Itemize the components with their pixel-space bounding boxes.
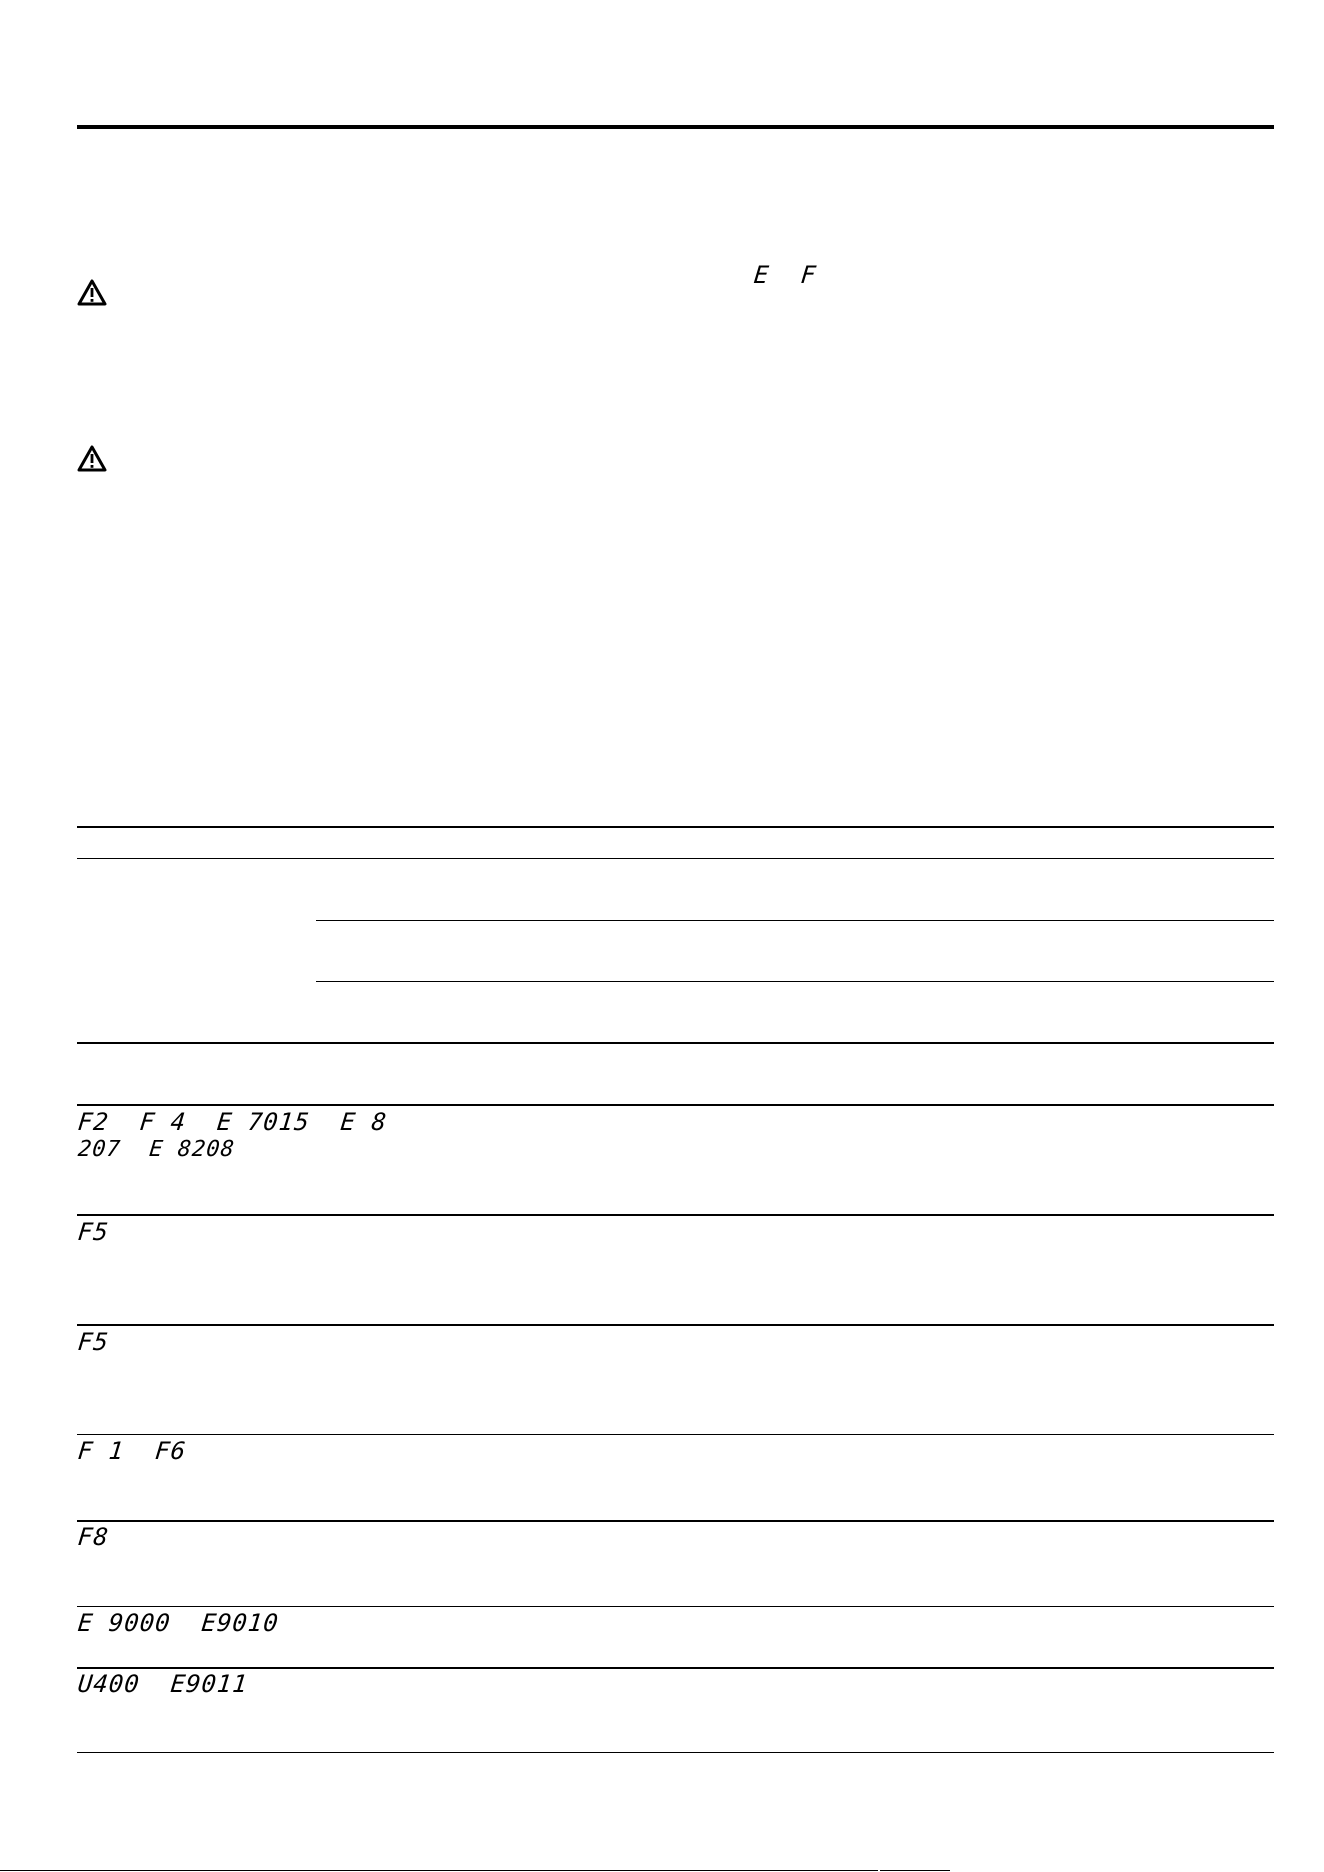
table-top-rule	[77, 826, 1274, 828]
table-row-rule	[77, 1214, 1274, 1216]
error-codes-cell: F8	[76, 1523, 111, 1551]
table-row-rule	[77, 1434, 1274, 1435]
page-edge-mark	[880, 1870, 950, 1871]
table-row-rule	[77, 1520, 1274, 1522]
table-row-rule	[77, 1324, 1274, 1326]
table-header-rule	[77, 858, 1274, 859]
error-codes-cell: F2 F 4 E 7015 E 8	[76, 1108, 389, 1136]
table-bottom-rule	[77, 1752, 1274, 1753]
display-symbol-e: E	[752, 261, 771, 289]
table-row-rule	[77, 1104, 1274, 1106]
page-edge-mark	[0, 1870, 878, 1871]
error-codes-cell: U400 E9011	[76, 1670, 250, 1698]
error-codes-cell: F5	[76, 1218, 111, 1246]
error-codes-cell: 207 E 8208	[76, 1137, 237, 1162]
table-subrow-rule	[316, 981, 1274, 982]
display-symbol-f: F	[799, 261, 818, 289]
table-row-rule	[77, 1606, 1274, 1607]
table-subrow-rule	[316, 920, 1274, 921]
header-rule	[77, 125, 1274, 129]
table-row-rule	[77, 1042, 1274, 1044]
error-codes-cell: F5	[76, 1328, 111, 1356]
table-row-rule	[77, 1667, 1274, 1669]
warning-triangle-icon	[77, 445, 107, 472]
warning-triangle-icon	[77, 279, 107, 306]
error-codes-cell: F 1 F6	[76, 1437, 188, 1465]
error-codes-cell: E 9000 E9010	[76, 1609, 281, 1637]
